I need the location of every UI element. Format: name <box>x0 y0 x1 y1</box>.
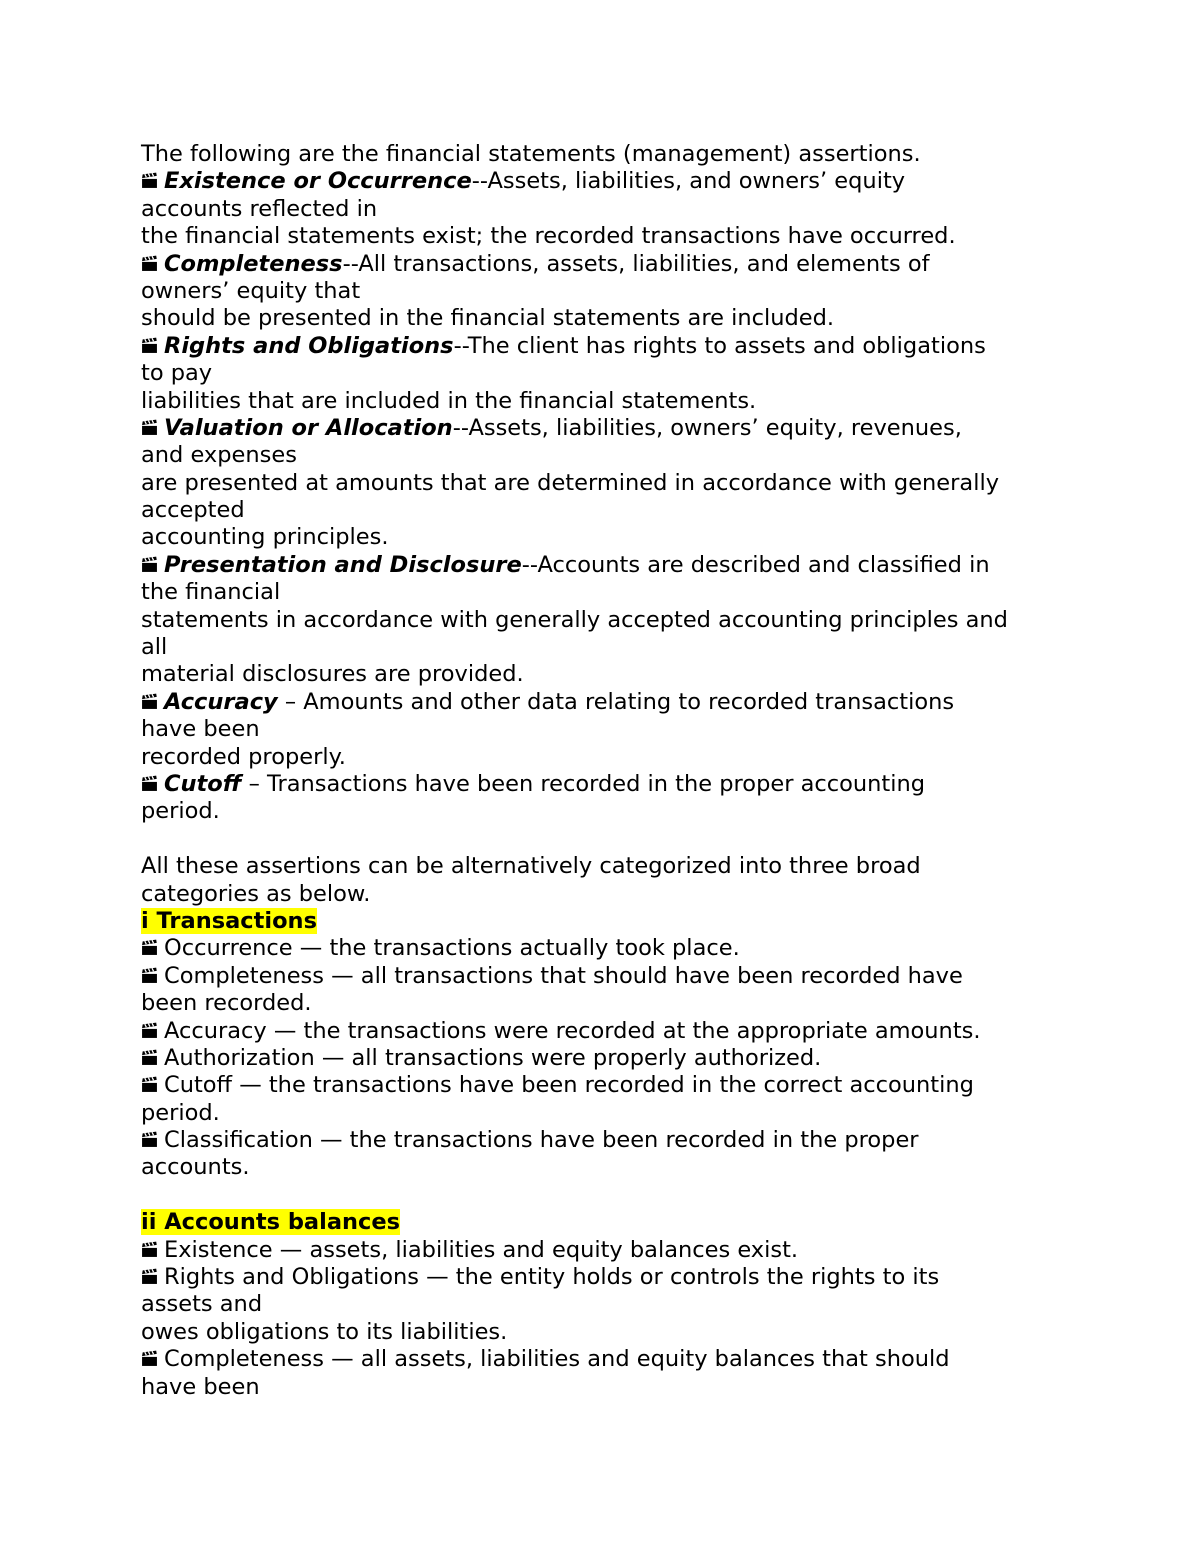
assertion-item <box>141 689 1061 771</box>
section-heading-transactions <box>141 908 1061 935</box>
assertion-separator: -- <box>452 414 469 441</box>
blank-line <box>141 826 1061 853</box>
list-item-text: Authorization — all transactions were properly authorized. <box>164 1044 822 1071</box>
clapperboard-icon <box>141 337 158 354</box>
assertion-text: have been <box>141 716 260 743</box>
clapperboard-icon <box>141 939 158 956</box>
list-item-text: assets and <box>141 1291 263 1318</box>
assertion-line <box>141 168 1061 195</box>
assertion-text: recorded properly. <box>141 743 346 770</box>
list-item-text: Rights and Obligations — the entity holds or controls the rights to its <box>164 1264 940 1291</box>
intro-line: The following are the financial statements (management) assertions. <box>141 141 921 167</box>
clapperboard-icon <box>141 693 158 710</box>
highlighted-heading: ii Accounts balances <box>141 1209 401 1236</box>
clapperboard-icon <box>141 1268 158 1285</box>
list-item-text: owes obligations to its liabilities. <box>141 1318 508 1345</box>
clapperboard-icon <box>141 556 158 573</box>
clapperboard-icon <box>141 1022 158 1039</box>
assertion-text: Assets, liabilities, and owners’ equity <box>487 168 906 195</box>
list-item <box>141 963 1061 1018</box>
assertion-text: The client has rights to assets and obligations <box>467 332 986 359</box>
clapperboard-icon <box>141 775 158 792</box>
list-item-text: period. <box>141 1099 220 1126</box>
list-item-line <box>141 1100 1061 1127</box>
list-item-line <box>141 1237 1061 1264</box>
assertion-text: period. <box>141 798 220 825</box>
list-item <box>141 1237 1061 1264</box>
assertion-item <box>141 552 1061 689</box>
document-body <box>141 141 1061 1401</box>
clapperboard-icon <box>141 172 158 189</box>
clapperboard-icon <box>141 255 158 272</box>
assertion-line <box>141 360 1061 387</box>
list-item-text: been recorded. <box>141 990 312 1017</box>
summary-line: All these assertions can be alternatively categorized into three broad <box>141 853 921 880</box>
assertion-term: Existence or Occurrence <box>164 168 472 195</box>
assertion-line <box>141 278 1061 305</box>
assertion-separator: – <box>277 688 297 715</box>
list-item <box>141 935 1061 962</box>
assertion-separator: -- <box>342 250 359 277</box>
assertion-line <box>141 305 1061 332</box>
list-item-line <box>141 1072 1061 1099</box>
summary-line: categories as below. <box>141 880 371 907</box>
list-item-text: Classification — the transactions have been recorded in the proper <box>164 1127 919 1154</box>
section-heading-balances <box>141 1209 1061 1236</box>
list-item-text: Existence — assets, liabilities and equity balances exist. <box>164 1236 799 1263</box>
list-item <box>141 1018 1061 1045</box>
clapperboard-icon <box>141 1350 158 1367</box>
assertion-separator: -- <box>521 551 538 578</box>
list-item <box>141 1264 1061 1346</box>
assertion-text: Amounts and other data relating to recorded transactions <box>296 688 955 715</box>
assertion-line <box>141 388 1061 415</box>
assertion-item <box>141 251 1061 333</box>
clapperboard-icon <box>141 1241 158 1258</box>
assertion-line <box>141 442 1061 469</box>
assertion-line <box>141 196 1061 223</box>
list-item <box>141 1127 1061 1182</box>
clapperboard-icon <box>141 967 158 984</box>
list-item <box>141 1346 1061 1401</box>
assertion-line <box>141 415 1061 442</box>
assertion-line <box>141 634 1061 661</box>
assertion-text: accounts reflected in <box>141 195 378 222</box>
clapperboard-icon <box>141 1131 158 1148</box>
assertion-line <box>141 524 1061 551</box>
list-item-line <box>141 1018 1061 1045</box>
highlighted-heading: i Transactions <box>141 907 317 934</box>
list-item-text: accounts. <box>141 1154 250 1181</box>
list-item <box>141 1072 1061 1127</box>
list-item-line <box>141 1319 1061 1346</box>
summary-paragraph <box>141 853 1061 908</box>
assertion-line <box>141 689 1061 716</box>
assertion-text: to pay <box>141 360 213 387</box>
assertion-text: Transactions have been recorded in the proper accounting <box>259 770 926 797</box>
assertion-item <box>141 168 1061 250</box>
list-item-text: Completeness — all assets, liabilities and equity balances that should <box>164 1346 950 1373</box>
assertion-item <box>141 771 1061 826</box>
list-item-line <box>141 1127 1061 1154</box>
assertion-line <box>141 716 1061 743</box>
list-item-text: Cutoff — the transactions have been recorded in the correct accounting <box>164 1072 974 1099</box>
assertion-text: Accounts are described and classified in <box>537 551 990 578</box>
assertion-list <box>141 168 1061 825</box>
list-item-line <box>141 990 1061 1017</box>
assertion-term: Cutoff <box>164 770 242 797</box>
assertion-line <box>141 744 1061 771</box>
assertion-text: liabilities that are included in the financial statements. <box>141 387 757 414</box>
assertion-term: Accuracy <box>164 688 278 715</box>
list-item-line <box>141 963 1061 990</box>
assertion-text: owners’ equity that <box>141 277 361 304</box>
assertion-term: Valuation or Allocation <box>164 414 453 441</box>
assertion-line <box>141 607 1061 634</box>
list-item-line <box>141 1264 1061 1291</box>
assertion-text: and expenses <box>141 442 297 469</box>
assertion-line <box>141 470 1061 497</box>
list-item-line <box>141 1346 1061 1373</box>
assertion-line <box>141 798 1061 825</box>
assertion-separator: -- <box>471 168 488 195</box>
assertion-line <box>141 251 1061 278</box>
assertion-line <box>141 552 1061 579</box>
clapperboard-icon <box>141 419 158 436</box>
assertion-line <box>141 333 1061 360</box>
assertion-line <box>141 661 1061 688</box>
list-item-text: Occurrence — the transactions actually took place. <box>164 935 740 962</box>
assertion-separator: -- <box>453 332 468 359</box>
assertion-text: are presented at amounts that are determined in accordance with generally <box>141 469 1000 496</box>
list-item-line <box>141 1291 1061 1318</box>
assertion-term: Rights and Obligations <box>164 332 454 359</box>
assertion-line <box>141 497 1061 524</box>
assertion-term: Presentation and Disclosure <box>164 551 522 578</box>
assertion-text: Assets, liabilities, owners’ equity, revenues, <box>468 414 962 441</box>
assertion-term: Completeness <box>164 250 343 277</box>
list-item-text: Accuracy — the transactions were recorded at the appropriate amounts. <box>164 1017 981 1044</box>
assertion-item <box>141 333 1061 415</box>
assertion-separator: – <box>241 770 260 797</box>
assertion-text: All transactions, assets, liabilities, and elements of <box>358 250 930 277</box>
list-item-line <box>141 1374 1061 1401</box>
assertion-text: should be presented in the financial statements are included. <box>141 305 835 332</box>
list-item-text: Completeness — all transactions that should have been recorded have <box>164 962 963 989</box>
assertion-text: the financial <box>141 579 281 606</box>
assertion-line <box>141 579 1061 606</box>
assertion-text: all <box>141 634 168 661</box>
balances-list <box>141 1237 1061 1401</box>
list-item-line <box>141 935 1061 962</box>
assertion-text: the financial statements exist; the recorded transactions have occurred. <box>141 223 956 250</box>
assertion-text: material disclosures are provided. <box>141 661 524 688</box>
clapperboard-icon <box>141 1076 158 1093</box>
transactions-list <box>141 935 1061 1182</box>
assertion-text: accounting principles. <box>141 524 389 551</box>
assertion-line <box>141 771 1061 798</box>
assertion-item <box>141 415 1061 552</box>
clapperboard-icon <box>141 1049 158 1066</box>
assertion-text: statements in accordance with generally accepted accounting principles and <box>141 606 1008 633</box>
list-item-line <box>141 1154 1061 1181</box>
assertion-text: accepted <box>141 497 245 524</box>
assertion-line <box>141 223 1061 250</box>
list-item-line <box>141 1045 1061 1072</box>
list-item-text: have been <box>141 1373 260 1400</box>
blank-line <box>141 1182 1061 1209</box>
list-item <box>141 1045 1061 1072</box>
